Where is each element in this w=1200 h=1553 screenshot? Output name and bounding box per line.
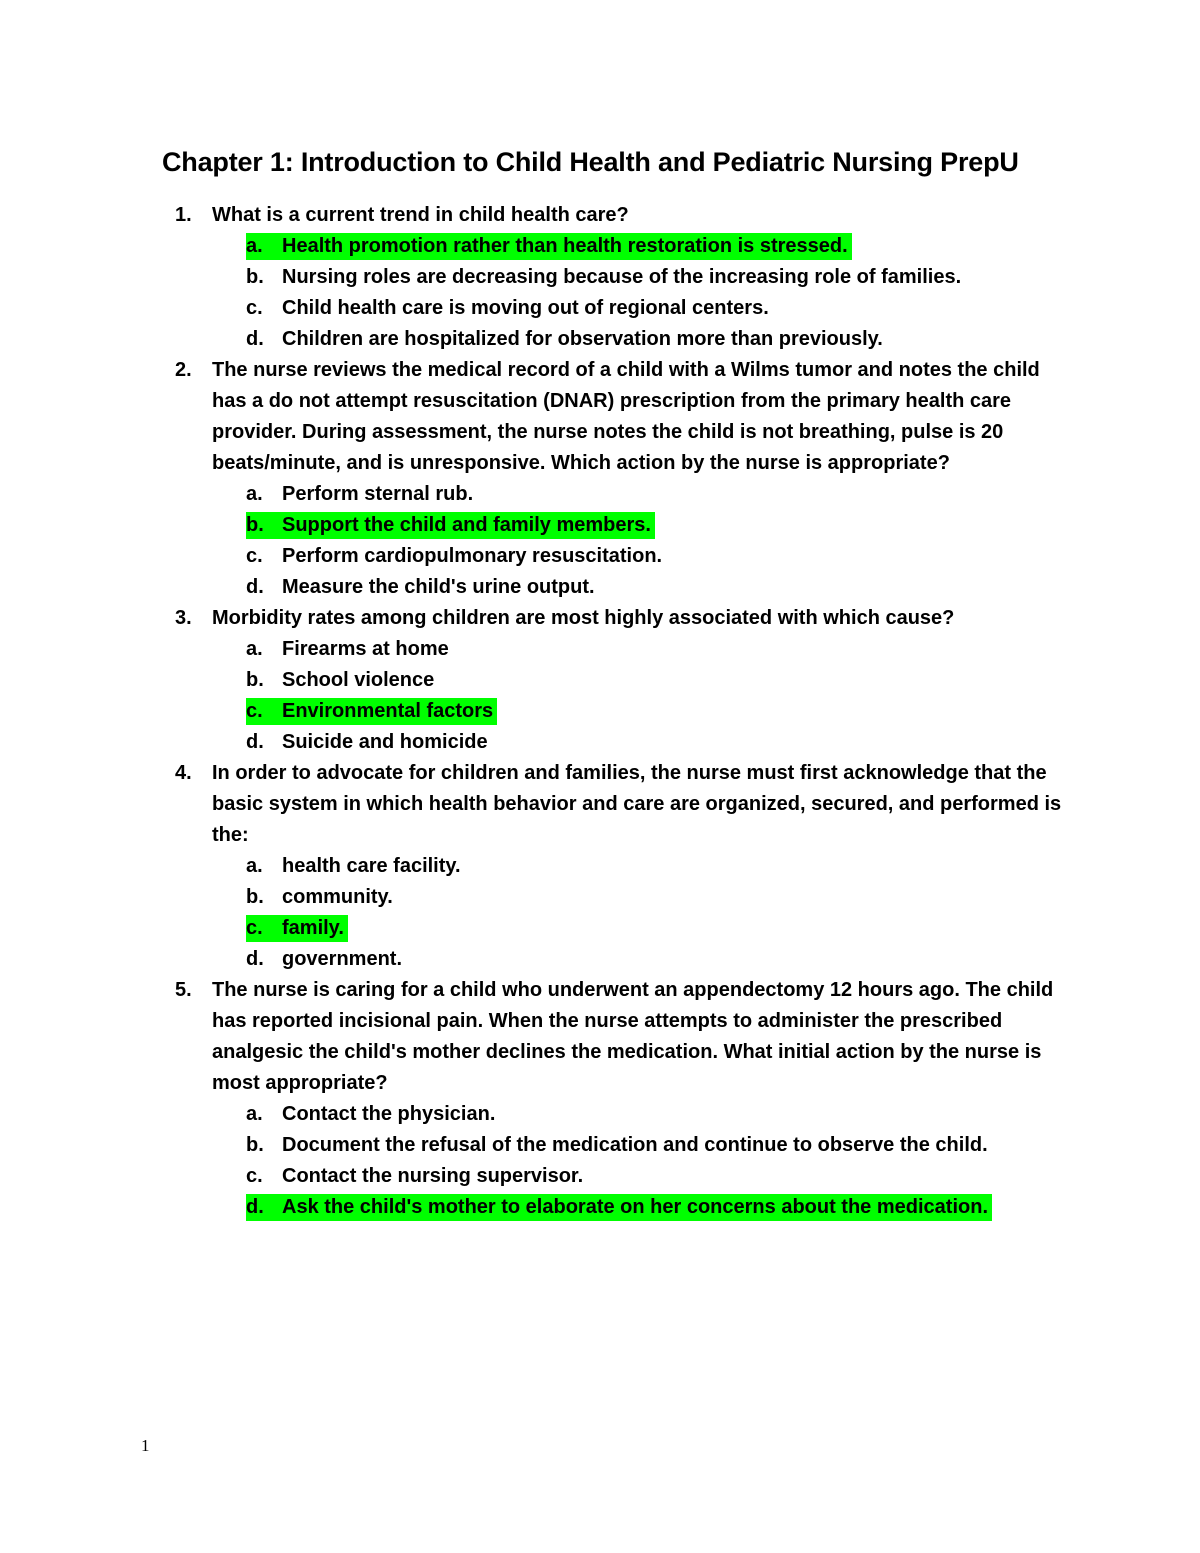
question-text: Morbidity rates among children are most highly associated with which cause? xyxy=(212,607,955,629)
option-letter: c. xyxy=(246,700,263,722)
option-letter: b. xyxy=(246,1134,264,1156)
option-text: Perform cardiopulmonary resuscitation. xyxy=(282,545,663,567)
option-letter: b. xyxy=(246,266,264,288)
option-text: Perform sternal rub. xyxy=(282,483,474,505)
answer-option xyxy=(0,262,1200,293)
option-text: Children are hospitalized for observation more than previously. xyxy=(282,328,883,350)
answer-option xyxy=(0,1161,1200,1192)
option-letter: a. xyxy=(246,855,263,877)
answer-option xyxy=(0,665,1200,696)
option-text: School violence xyxy=(282,669,435,691)
option-letter: c. xyxy=(246,1165,263,1187)
question-number: 5. xyxy=(175,979,192,1001)
option-letter: b. xyxy=(246,669,264,691)
option-letter: b. xyxy=(246,886,264,908)
option-letter: b. xyxy=(246,514,264,536)
option-text: Ask the child's mother to elaborate on her concerns about the medication. xyxy=(282,1196,988,1218)
page-number: 1 xyxy=(141,1436,150,1455)
option-text: family. xyxy=(282,917,344,939)
option-letter: c. xyxy=(246,297,263,319)
answer-option xyxy=(0,851,1200,882)
answer-option-correct xyxy=(0,231,1200,262)
option-letter: d. xyxy=(246,948,264,970)
question-3 xyxy=(0,603,1200,758)
option-letter: c. xyxy=(246,917,263,939)
answer-option xyxy=(0,882,1200,913)
option-text: Child health care is moving out of regional centers. xyxy=(282,297,769,319)
option-text: Measure the child's urine output. xyxy=(282,576,595,598)
page-title: Chapter 1: Introduction to Child Health and Pediatric Nursing PrepU xyxy=(162,147,1019,177)
question-text: In order to advocate for children and families, the nurse must first acknowledge that the basic system in which health behavior and care are organized, secured, and performed is the: xyxy=(212,762,1062,846)
question-number: 1. xyxy=(175,204,192,226)
option-letter: d. xyxy=(246,576,264,598)
question-4 xyxy=(0,758,1200,975)
question-4-row xyxy=(0,758,1072,851)
answer-option xyxy=(0,634,1200,665)
question-2 xyxy=(0,355,1200,603)
option-letter: d. xyxy=(246,731,264,753)
option-text: Document the refusal of the medication and continue to observe the child. xyxy=(282,1134,988,1156)
question-5-row xyxy=(0,975,1072,1099)
question-number: 4. xyxy=(175,762,192,784)
question-2-row xyxy=(0,355,1072,479)
answer-option xyxy=(0,293,1200,324)
option-letter: d. xyxy=(246,328,264,350)
answer-option xyxy=(0,944,1200,975)
option-text: Suicide and homicide xyxy=(282,731,488,753)
option-text: Health promotion rather than health restoration is stressed. xyxy=(282,235,848,257)
question-text: The nurse reviews the medical record of a child with a Wilms tumor and notes the child has a do not attempt resuscitation (DNAR) prescription from the primary health care provider. During assessment, the nurse notes the child is not breathing, pulse is 20 beats/minute, and is unresponsive. Which action by the nurse is appropriate? xyxy=(212,359,1040,474)
question-text: What is a current trend in child health care? xyxy=(212,204,629,226)
question-text: The nurse is caring for a child who underwent an appendectomy 12 hours ago. The child has reported incisional pain. When the nurse attempts to administer the prescribed analgesic the child's mother declines the medication. What initial action by the nurse is most appropriate? xyxy=(212,979,1054,1094)
option-text: Environmental factors xyxy=(282,700,494,722)
option-text: Contact the nursing supervisor. xyxy=(282,1165,584,1187)
option-text: health care facility. xyxy=(282,855,461,877)
option-letter: c. xyxy=(246,545,263,567)
answer-option-correct xyxy=(0,696,1200,727)
question-1 xyxy=(0,200,1200,355)
option-text: Nursing roles are decreasing because of the increasing role of families. xyxy=(282,266,962,288)
option-letter: a. xyxy=(246,1103,263,1125)
answer-option xyxy=(0,479,1200,510)
question-list xyxy=(0,200,1200,1223)
question-number: 3. xyxy=(175,607,192,629)
question-1-row xyxy=(0,200,1072,231)
option-letter: a. xyxy=(246,483,263,505)
answer-option xyxy=(0,1099,1200,1130)
answer-option-correct xyxy=(0,913,1200,944)
answer-option-correct xyxy=(0,1192,1200,1223)
answer-option xyxy=(0,1130,1200,1161)
answer-option xyxy=(0,727,1200,758)
question-number: 2. xyxy=(175,359,192,381)
option-text: Support the child and family members. xyxy=(282,514,651,536)
option-letter: a. xyxy=(246,235,263,257)
answer-option xyxy=(0,324,1200,355)
option-text: community. xyxy=(282,886,393,908)
answer-option-correct xyxy=(0,510,1200,541)
question-3-row xyxy=(0,603,1072,634)
option-letter: a. xyxy=(246,638,263,660)
question-5 xyxy=(0,975,1200,1223)
answer-option xyxy=(0,572,1200,603)
option-letter: d. xyxy=(246,1196,264,1218)
option-text: Contact the physician. xyxy=(282,1103,496,1125)
answer-option xyxy=(0,541,1200,572)
option-text: government. xyxy=(282,948,403,970)
option-text: Firearms at home xyxy=(282,638,449,660)
